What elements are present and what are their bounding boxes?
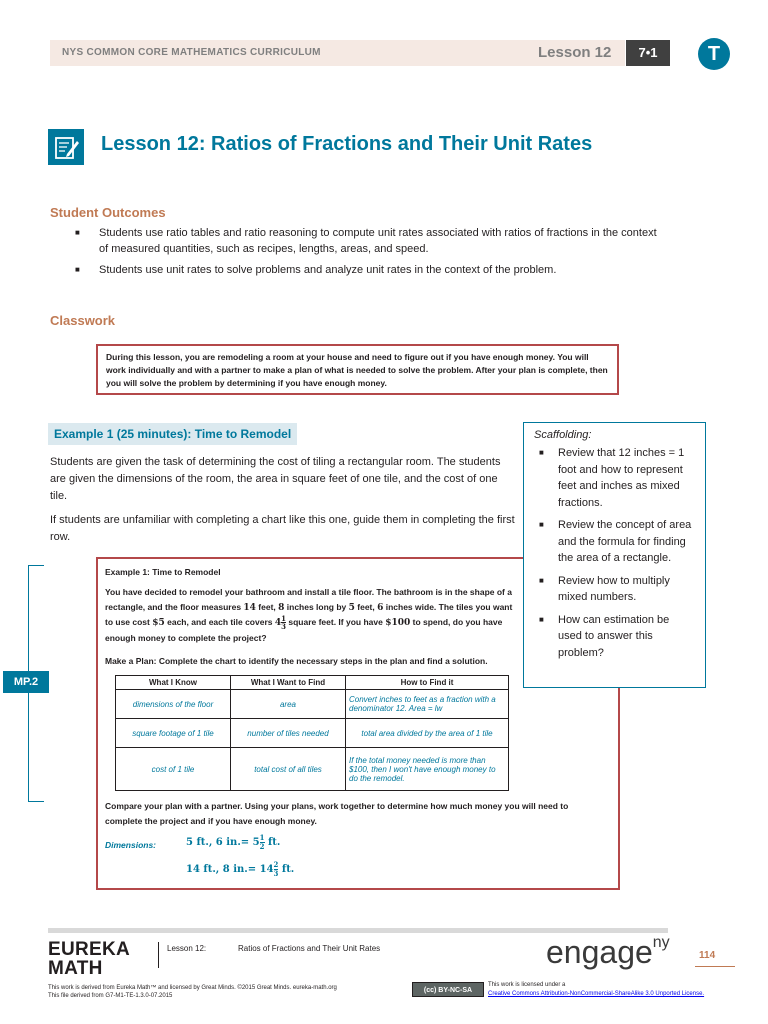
example-problem: You have decided to remodel your bathroom and install a tile floor. The bathroom is in the shape of a rectangle, and the floor measures 14 feet, 8 inches long by 5 feet, 6 inches wide. The tiles you want to use cost $5 each, and each tile covers 4 $\frac{1}{3}$ square feet. If you have $100 to spend, do you have enough money to complete the project? [105, 587, 513, 643]
bullet-icon: ■ [539, 520, 544, 529]
table-cell: square footage of 1 tile [116, 719, 231, 748]
dimension-length: 14 ft., 8 in.= 14 $\frac{2}{3}$ ft. [186, 860, 295, 878]
example-heading: Example 1 (25 minutes): Time to Remodel [48, 423, 297, 445]
header-lesson: Lesson 12 [538, 44, 612, 61]
example-paragraph: Students are given the task of determining the cost of tiling a rectangular room. The students are given the dimensions of the room, the area in square feet of one tile, and the cost of one tile. [50, 456, 501, 502]
module-badge: 7•1 [626, 40, 670, 66]
dimension-width: 5 ft., 6 in.= 5 $\frac{1}{2}$ ft. [186, 833, 281, 851]
footer-separator [158, 942, 159, 968]
bullet-icon: ■ [539, 575, 544, 585]
plan-table [115, 675, 509, 791]
compare-instruction: Compare your plan with a partner. Using your plans, work together to determine how much money you will need to complete the project and if you have enough money. [105, 801, 569, 826]
table-cell: total area divided by the area of 1 tile [346, 719, 509, 748]
table-header: What I Want to Find [231, 676, 346, 690]
outcome-item: ■ Students use ratio tables and ratio reasoning to compute unit rates associated with ratios of fractions in the context of measured quantities, such as recipes, lengths, areas, and speed. [75, 227, 657, 255]
bullet-icon: ■ [75, 228, 80, 237]
bullet-icon: ■ [539, 448, 544, 457]
example-paragraph: If students are unfamiliar with completing a chart like this one, guide them in completing the first row. [50, 514, 515, 543]
table-header: What I Know [116, 676, 231, 690]
outcome-item: ■ Students use unit rates to solve problems and analyze unit rates in the context of the problem. [75, 264, 557, 276]
table-header-row [116, 676, 509, 690]
table-cell: If the total money needed is more than $100, then I won't have enough money to do the remodel. [346, 748, 509, 791]
plan-instruction: Make a Plan: Complete the chart to identify the necessary steps in the plan and find a solution. [105, 656, 488, 666]
page-number-underline [695, 966, 735, 967]
list-item: ■ Review how to multiply mixed numbers. [539, 574, 670, 603]
footer-lesson-title: Ratios of Fractions and Their Unit Rates [238, 944, 381, 953]
list-item: ■ Review the concept of area and the formula for finding the area of a rectangle. [539, 519, 692, 564]
license-text: This work is licensed under a [488, 982, 566, 988]
list-item: ■ How can estimation be used to answer this problem? [539, 613, 670, 659]
file-notice: This file derived from G7-M1-TE-1.3.0-07.2015 [48, 993, 173, 999]
table-header: How to Find it [346, 676, 509, 690]
derived-notice: This work is derived from Eureka Math™ and licensed by Great Minds. ©2015 Great Minds. eureka-math.org [48, 985, 337, 991]
page-number: 114 [699, 950, 716, 961]
table-cell: Convert inches to feet as a fraction with a denominator 12. Area = lw [346, 690, 509, 719]
table-cell: cost of 1 tile [116, 748, 231, 791]
mp-tag: MP.2 [3, 671, 49, 693]
engageny-logo: engage$^{ny}$ [546, 934, 670, 970]
cc-license-badge: (cc) BY-NC-SA [412, 982, 484, 997]
page-title: Lesson 12: Ratios of Fractions and Their Unit Rates [101, 133, 593, 155]
classwork-heading: Classwork [50, 313, 116, 328]
eureka-math-logo: EUREKA MATH [48, 939, 131, 979]
table-cell: number of tiles needed [231, 719, 346, 748]
curriculum-label: NYS COMMON CORE MATHEMATICS CURRICULUM [62, 47, 321, 58]
footer-divider [48, 928, 668, 933]
bullet-icon: ■ [539, 614, 544, 624]
table-cell: dimensions of the floor [116, 690, 231, 719]
scaffolding-title: Scaffolding: [534, 429, 592, 441]
license-link[interactable]: Creative Commons Attribution-NonCommercial-ShareAlike 3.0 Unported License. [488, 991, 705, 997]
task-box: During this lesson, you are remodeling a room at your house and need to figure out if you have enough money. You will work individually and with a partner to make a plan of what is needed to solve the problem. After your plan is complete, then you will solve the problem by determining if you have enough money. [96, 344, 619, 395]
example-box-title: Example 1: Time to Remodel [105, 567, 221, 577]
cc-icon: (cc) [423, 987, 439, 994]
table-row [116, 690, 509, 719]
outcomes-heading: Student Outcomes [50, 205, 166, 220]
table-row [116, 719, 509, 748]
scaffolding-list [534, 445, 695, 661]
dimensions-label: Dimensions: [105, 840, 157, 850]
bullet-icon: ■ [75, 265, 80, 274]
list-item: ■ Review that 12 inches = 1 foot and how to represent feet and inches as mixed fractions. [539, 447, 685, 509]
scaffolding-box [523, 422, 706, 688]
teacher-badge: T [698, 38, 730, 70]
footer-lesson: Lesson 12: [167, 944, 207, 953]
table-cell: area [231, 690, 346, 719]
table-cell: total cost of all tiles [231, 748, 346, 791]
table-row [116, 748, 509, 791]
notebook-pencil-icon [48, 129, 84, 165]
